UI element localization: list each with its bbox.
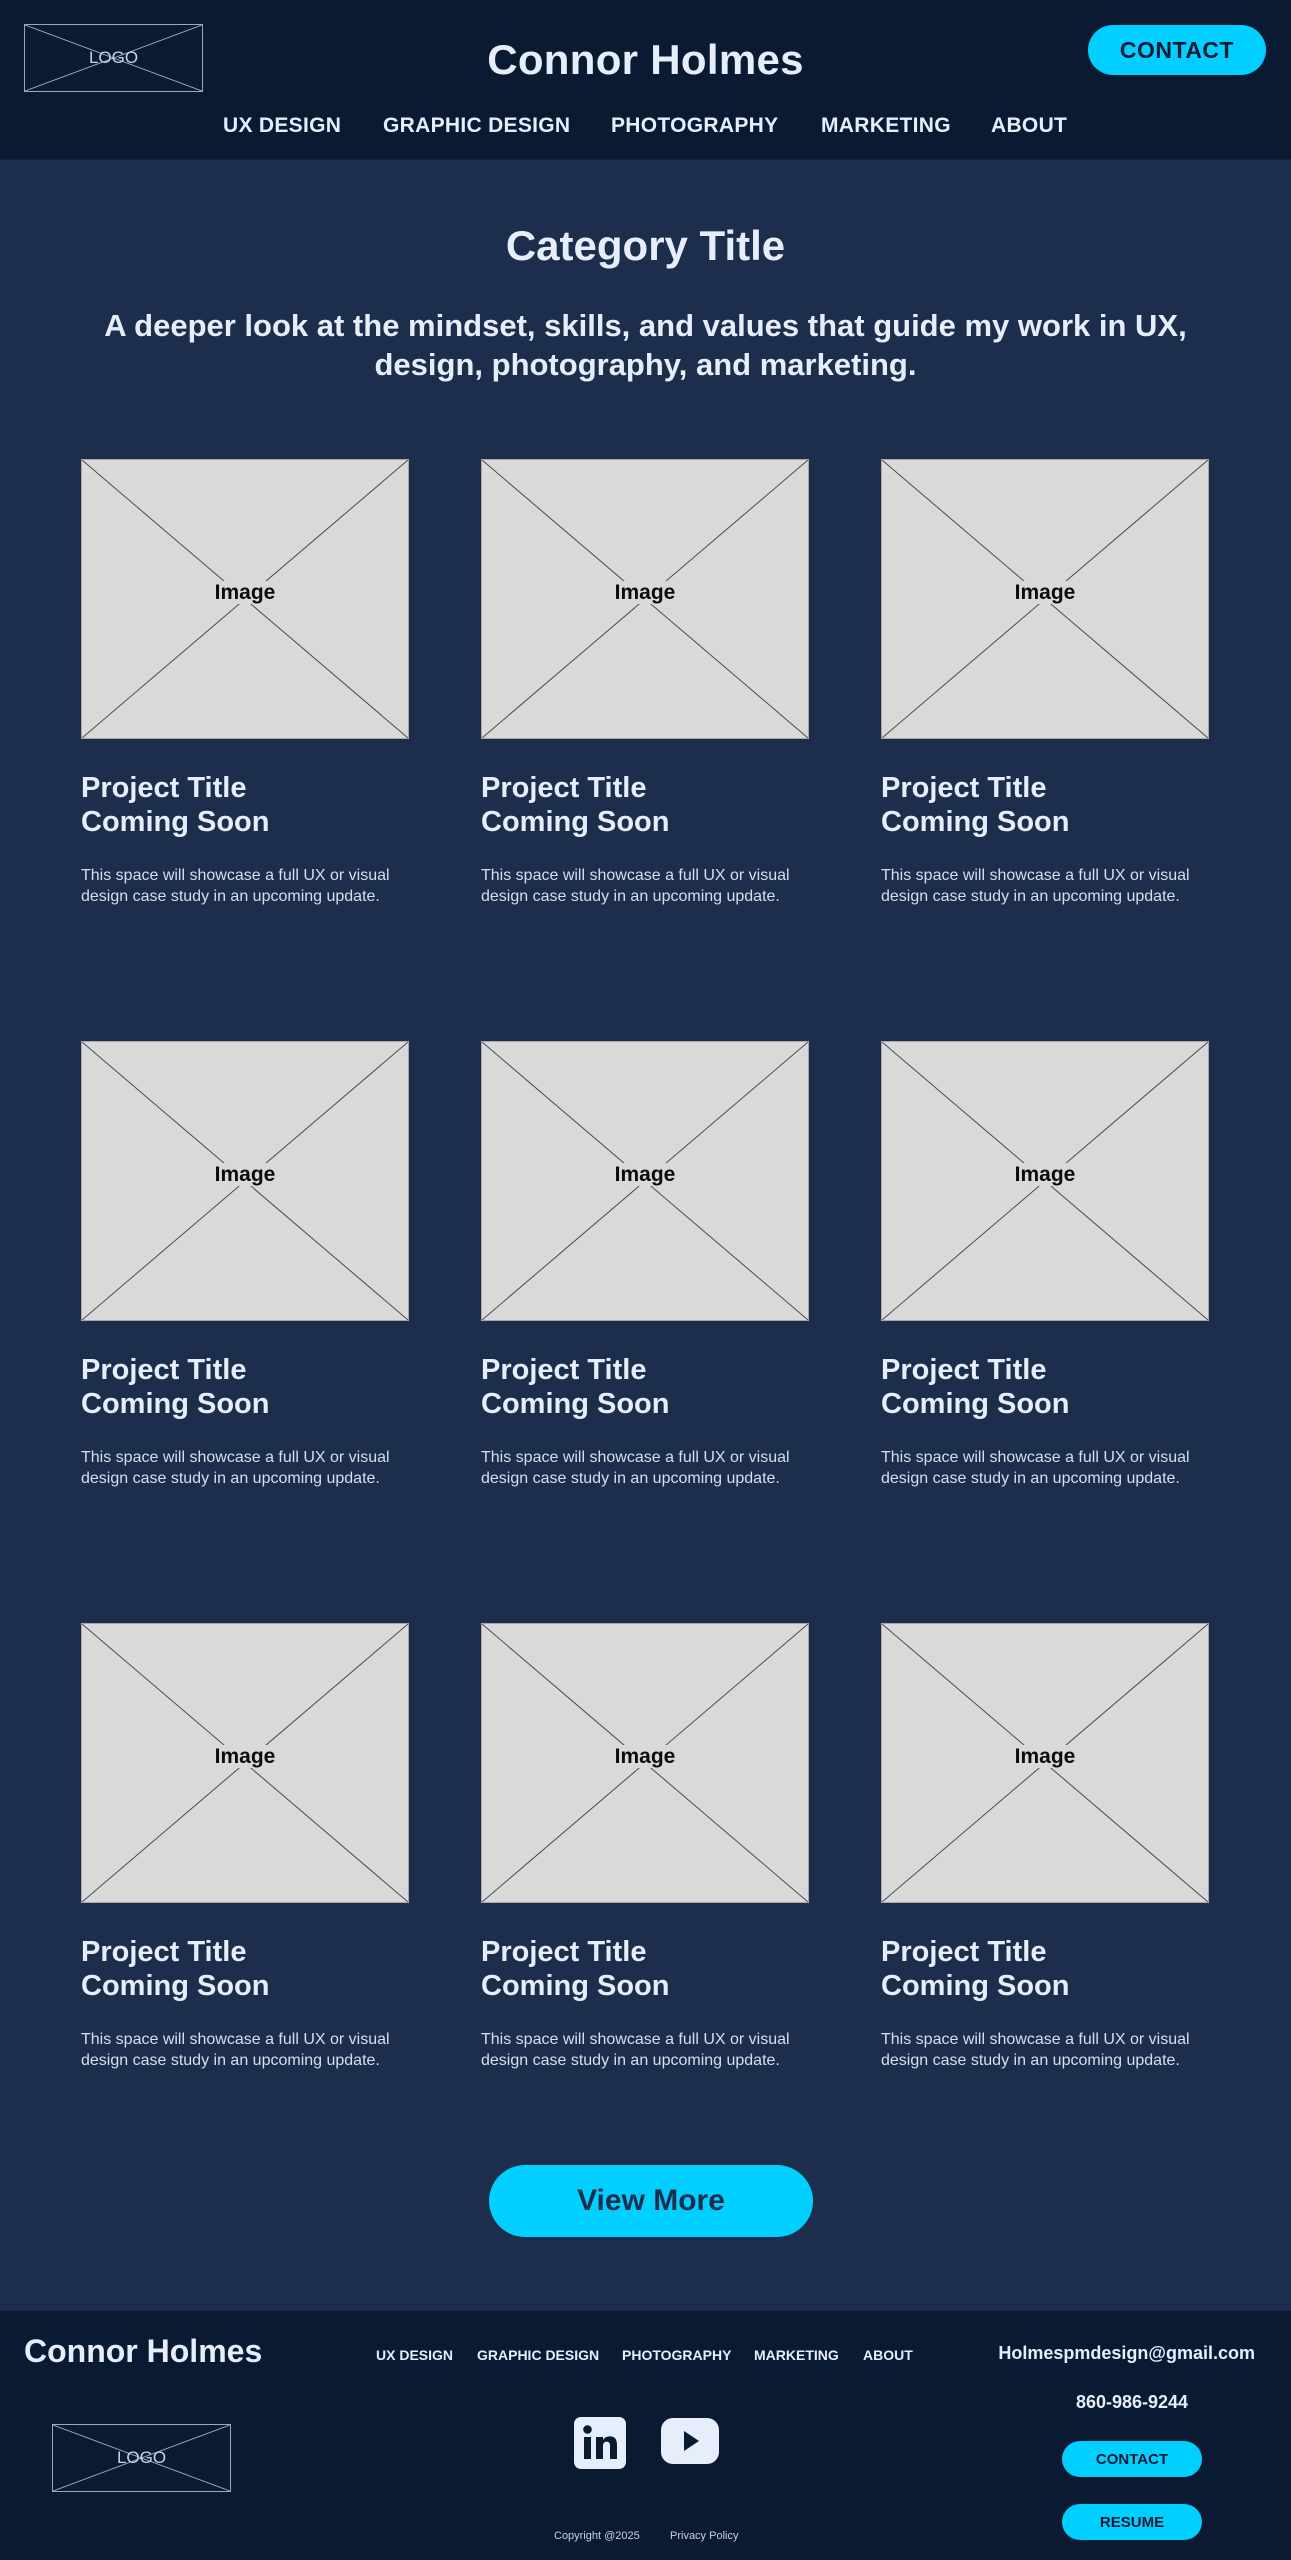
project-description: This space will showcase a full UX or visual design case study in an upcoming update. (881, 1449, 1190, 1487)
contact-button[interactable]: CONTACT (1088, 25, 1266, 75)
privacy-policy-link[interactable]: Privacy Policy (670, 2530, 739, 2542)
image-placeholder[interactable] (481, 1623, 809, 1903)
project-title[interactable] (481, 1353, 809, 1421)
project-description: This space will showcase a full UX or visual design case study in an upcoming update. (881, 2031, 1190, 2069)
project-title-line1: Project Title (81, 772, 247, 804)
image-label: Image (614, 1163, 676, 1186)
project-title-line1: Project Title (481, 772, 647, 804)
image-label: Image (214, 581, 276, 604)
image-placeholder[interactable] (881, 1041, 1209, 1321)
main-nav (0, 114, 1291, 140)
footer-resume-button[interactable]: RESUME (1062, 2504, 1202, 2540)
site-header (0, 0, 1291, 160)
footer-nav-graphic-design[interactable]: GRAPHIC DESIGN (477, 2347, 600, 2363)
project-title-line1: Project Title (881, 1354, 1047, 1386)
intro-text: A deeper look at the mindset, skills, and values that guide my work in UX, design, photography, and marketing. (104, 308, 1187, 382)
footer-nav-photography[interactable]: PHOTOGRAPHY (622, 2347, 732, 2363)
image-placeholder[interactable] (481, 1041, 809, 1321)
image-placeholder[interactable] (81, 1623, 409, 1903)
image-label: Image (1014, 1745, 1076, 1768)
footer-nav-marketing[interactable]: MARKETING (754, 2347, 839, 2363)
image-placeholder[interactable] (81, 1041, 409, 1321)
project-title[interactable] (481, 771, 809, 839)
nav-marketing[interactable]: MARKETING (821, 114, 951, 137)
image-label: Image (214, 1745, 276, 1768)
project-title-line1: Project Title (881, 1936, 1047, 1968)
nav-ux-design[interactable]: UX DESIGN (223, 114, 342, 137)
project-description: This space will showcase a full UX or visual design case study in an upcoming update. (481, 1449, 790, 1487)
project-title-line2: Coming Soon (81, 1970, 270, 2002)
nav-graphic-design[interactable]: GRAPHIC DESIGN (383, 114, 571, 137)
project-title-line1: Project Title (481, 1354, 647, 1386)
image-label: Image (614, 1745, 676, 1768)
project-card[interactable] (881, 1041, 1209, 1489)
project-card[interactable] (881, 1623, 1209, 2071)
site-title[interactable]: Connor Holmes (487, 36, 804, 83)
project-title[interactable] (881, 1935, 1209, 2003)
project-title-line2: Coming Soon (81, 806, 270, 838)
project-description: This space will showcase a full UX or visual design case study in an upcoming update. (81, 867, 390, 905)
project-card[interactable] (81, 459, 409, 907)
footer-logo[interactable] (52, 2424, 231, 2492)
footer-brand[interactable]: Connor Holmes (24, 2333, 263, 2369)
footer-logo-text: LOGO (116, 2448, 167, 2467)
project-description: This space will showcase a full UX or visual design case study in an upcoming update. (481, 867, 790, 905)
project-title-line2: Coming Soon (881, 1970, 1070, 2002)
linkedin-icon[interactable] (574, 2417, 626, 2469)
project-card[interactable] (481, 1041, 809, 1489)
project-card[interactable] (481, 1623, 809, 2071)
project-title-line1: Project Title (481, 1936, 647, 1968)
image-label: Image (214, 1163, 276, 1186)
project-title-line1: Project Title (81, 1354, 247, 1386)
project-title-line1: Project Title (81, 1936, 247, 1968)
footer-nav-about[interactable]: ABOUT (863, 2347, 913, 2363)
project-description: This space will showcase a full UX or visual design case study in an upcoming update. (81, 2031, 390, 2069)
category-title: Category Title (505, 222, 786, 269)
copyright-text: Copyright @2025 (554, 2530, 640, 2542)
image-label: Image (1014, 1163, 1076, 1186)
logo-text: LOGO (88, 48, 139, 67)
project-description: This space will showcase a full UX or visual design case study in an upcoming update. (81, 1449, 390, 1487)
project-card[interactable] (81, 1623, 409, 2071)
project-title-line2: Coming Soon (881, 806, 1070, 838)
image-placeholder[interactable] (481, 459, 809, 739)
site-footer (0, 2310, 1291, 2560)
project-title[interactable] (881, 771, 1209, 839)
project-title[interactable] (81, 1935, 409, 2003)
project-title-line2: Coming Soon (481, 1970, 670, 2002)
footer-contact-button[interactable]: CONTACT (1062, 2441, 1202, 2477)
project-title-line2: Coming Soon (481, 806, 670, 838)
image-label: Image (614, 581, 676, 604)
project-card[interactable] (881, 459, 1209, 907)
project-title[interactable] (881, 1353, 1209, 1421)
nav-photography[interactable]: PHOTOGRAPHY (611, 114, 779, 137)
youtube-icon[interactable] (661, 2417, 719, 2465)
project-description: This space will showcase a full UX or visual design case study in an upcoming update. (881, 867, 1190, 905)
project-title-line2: Coming Soon (881, 1388, 1070, 1420)
project-card[interactable] (81, 1041, 409, 1489)
project-title-line1: Project Title (881, 772, 1047, 804)
project-card[interactable] (481, 459, 809, 907)
view-more-button[interactable]: View More (489, 2165, 813, 2237)
footer-phone[interactable]: 860-986-9244 (1075, 2392, 1189, 2412)
nav-about[interactable]: ABOUT (991, 114, 1068, 137)
project-description: This space will showcase a full UX or visual design case study in an upcoming update. (481, 2031, 790, 2069)
image-placeholder[interactable] (81, 459, 409, 739)
project-title-line2: Coming Soon (481, 1388, 670, 1420)
footer-nav-ux-design[interactable]: UX DESIGN (376, 2347, 454, 2363)
footer-email[interactable]: Holmespmdesign@gmail.com (998, 2343, 1255, 2363)
image-placeholder[interactable] (881, 1623, 1209, 1903)
project-title[interactable] (81, 771, 409, 839)
image-placeholder[interactable] (881, 459, 1209, 739)
project-title-line2: Coming Soon (81, 1388, 270, 1420)
image-label: Image (1014, 581, 1076, 604)
project-title[interactable] (481, 1935, 809, 2003)
project-title[interactable] (81, 1353, 409, 1421)
